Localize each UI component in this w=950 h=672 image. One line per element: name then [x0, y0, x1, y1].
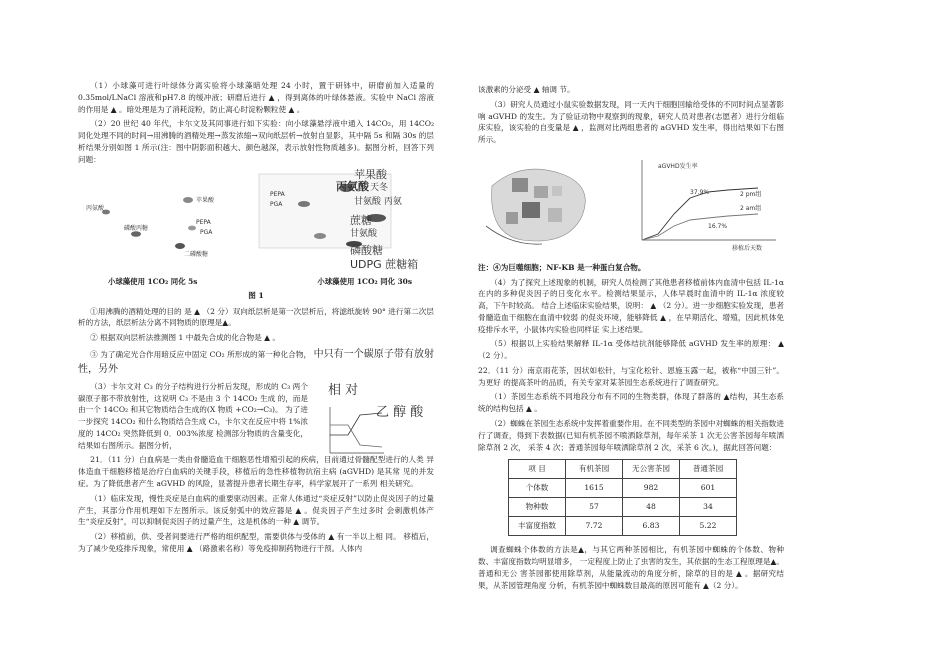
chart-series-2: 2 am组 [740, 204, 762, 212]
question-3-text: ③ 为了确定光合作用暗反应中固定 CO₂ 所形成的第一种化合物， [90, 349, 312, 359]
question-22-2: （2）蜘蛛在茶园生态系统中发挥着重要作用。在不同类型的茶园中对蜘蛛的相关指数进行了调查，得到下表数据(已知有机茶园不喷洒除草剂，每年采茶 1 次无公害茶园每年喷洒除草剂 2 次， 采茶 4 次；普通茶园每年喷洒除草剂 2 次，采茶 6 次。)，据此回答问题： [478, 419, 784, 452]
paragraph-1: （1）小球藻可进行叶绿体分离实验将小球藻暗处理 24 小时，置于研钵中，研磨前加入适量的 0.35mol/LNaCl 溶液和pH7.8 的缓冲液；研磨后进行 ▲ ，得到离体的叶绿体悬液。实验中 NaCl 溶液的作用是 ▲ 。暗处理是为了消耗淀粉，防止离心时淀粉颗粒使 ▲ 。 [78, 81, 434, 114]
figure-number: 图 1 [248, 290, 264, 300]
table-header-row [509, 460, 737, 479]
right-column [478, 84, 784, 594]
table-cell: 1615 [566, 479, 623, 498]
figure-1 [78, 168, 434, 274]
right-figures [478, 150, 784, 260]
label-left-ala: 丙氨酸 [86, 205, 105, 213]
overlay-phosphosugar: 磷酸糖 [350, 244, 383, 258]
chart-series-1: 2 pm组 [740, 190, 762, 198]
table-row [509, 479, 737, 498]
paragraph-3: （3）卡尔文对 C₃ 的分子结构进行分析后发现，形成的 C₃ 两个碳原子都不带放射性，这说明 C₃ 不是由 3 个 14CO₂ 生成 的，而是由一个 14CO₂ 和其它物质结合生成的(X 物质 +CO₂→C₃)。 为了进一步探究 14CO₂ 和什么物质结合生成 C₃，卡尔文在反应中将 1%浓度的 14CO₂ 突然降低到 0．003%浓度 检测部分物质的含量变化，结果如右图所示。据图分析， [78, 381, 308, 450]
left-column [78, 80, 434, 558]
agvhd-chart-svg [628, 154, 780, 254]
label-left-pepa: PEPA [196, 219, 211, 227]
caption-5s: 小球藻使用 1CO₂ 同化 5s [108, 277, 198, 287]
table-cell: 7.72 [566, 517, 623, 536]
table-header: 无公害茶园 [623, 460, 680, 479]
question-22-1: （1）茶园生态系统不同地段分布有不同的生物类群，体现了群落的 ▲结构，其生态系统的结构包括 ▲ 。 [478, 392, 784, 414]
figure-captions [78, 276, 434, 287]
right-paragraph-4: （4）为了探究上述现象的机制，研究人员检测了其他患者移植前体内血清中包括 IL-1α 在内的多种促炎因子的日变化水平。检测结果显示，人体早晨时血清中的 IL-1α 浓度较高，下午时较高。 结合上述临床实验结果，说明： ▲ （2 分）。进一步细胞实验发现，患者骨髓造血干细胞在血清中较弱 的促炎环境，能够降低 ▲ ，在早期活化、增殖，因此机体免疫排斥水平，小鼠体内实验也同样证 实上述结果。 [478, 277, 784, 334]
table-row [509, 498, 737, 517]
question-2: ② 根据双向层析法推测图 1 中最先合成的化合物是 ▲ 。 [90, 333, 280, 343]
paragraph-21-2: （2）移植前，供、受者间要进行严格的组织配型，需要供体与受体的 ▲ 有一半以上相 同。 移植后，为了减少免疫排斥现象，常使用 ▲ （路激素名称）等免疫抑制药物进行干预。人体内 [78, 532, 434, 553]
chart-value-2: 16.7% [708, 222, 728, 230]
paragraph-21: 21．（11 分）白血病是一类由骨髓造血干细胞恶性增殖引起的疾病，目前通过骨髓配型进行的人类 异体造血干细胞移植是治疗白血病的关键手段，移植后的急性移植物抗宿主病 (aGVHD) 是其常 见的并发症。为了降低患者产生 aGVHD 的风险，显著提升患者长期生存率，科学家展开了一系列 相关研究。 [78, 455, 434, 489]
label-left-triose: 二磷酸糖 [184, 251, 209, 259]
question-3 [78, 347, 434, 378]
table-cell: 34 [680, 498, 737, 517]
label-right-pepa: PEPA [270, 191, 285, 199]
table-cell: 丰富度指数 [509, 517, 566, 536]
spot-citrate-right [298, 201, 310, 207]
overlay-aspartate: 天冬 [370, 183, 389, 194]
table-header: 项 目 [509, 460, 566, 479]
overlay-relative: 相 对 [328, 382, 359, 398]
question-22: 22．（11 分）南京雨花茶，因状如松针，与宝化松针、恩施玉露一起，被称“中国三针”。为更好 的提高茶叶的品质，有关专家对某茶园生态系统进行了调查研究。 [478, 365, 784, 387]
spot-malate-left [183, 197, 193, 203]
overlay-glycine: 甘氨酸 [350, 229, 378, 240]
right-paragraph-5: （5）根据以上实验结果解释 IL-1α 受体结抗剂能够降低 aGVHD 发生率的原理： ▲（2 分）。 [478, 339, 784, 361]
question-1: ①用沸腾的酒精处理的目的 是 ▲ （2 分）双向纸层析是第一次层析后，将滤纸旋转 90° 进行第二次层析的方法，纸层析法分离不同物质的原理是▲。 [78, 306, 434, 328]
chart-x-label: 移植后天数 [732, 244, 763, 252]
table-cell: 5.22 [680, 517, 737, 536]
c3-section [78, 381, 434, 452]
question-3-overlay: 中只有一个碳原子带有放射性，另外 [78, 348, 435, 376]
table-cell: 601 [680, 479, 737, 498]
overlay-alanine: 丙氨酸 [336, 180, 369, 194]
spot-sugar-left [131, 232, 141, 238]
overlay-malate: 苹果酸 [354, 168, 387, 182]
table-cell: 物种数 [509, 498, 566, 517]
table-cell: 48 [623, 498, 680, 517]
label-left-pga: PGA [200, 229, 213, 237]
chart-y-label: aGVHD发生率 [658, 162, 698, 170]
series-2am [642, 214, 758, 240]
label-left-malate: 苹果酸 [196, 197, 215, 205]
right-paragraph-final: 调查蜘蛛个体数的方法是▲，与其它两种茶园相比，有机茶园中蜘蛛的个体数、物种数、丰富度指数均明显增多， 一定程度上防止了虫害的发生，其依据的生态工程原理是▲。普通和无公 害茶园都使用除草剂，从能量流动的角度分析，除草的目的是 ▲ 。据研究结果，从茶园管理角度 分析，有机茶园中蜘蛛数目最高的原因可能有 ▲（2 分）。 [478, 545, 784, 590]
overlay-udpg: UDPG 蔗糖箱 [350, 258, 419, 272]
table-header: 有机茶园 [566, 460, 623, 479]
c3-small-chart [326, 405, 386, 457]
right-paragraph-3: （3）研究人员通过小鼠实验数据发现，同一天内干细胞回输给受体的不同时间点显著影响 aGVHD 的发生。为了验证动物中观察到的现象，研究人员对患者(志愿者）进行分组临床实验，该实验的自变量是 ▲ ，监测对比两组患者的 aGVHD 发生率，得出结果如下右图所示。 [478, 99, 784, 145]
label-right-pga: PGA [270, 201, 283, 209]
chart-value-1: 37.9% [690, 188, 710, 196]
figure-note: 注：④为巨噬细胞；NF-KB 是一种蛋白复合物。 [478, 262, 646, 272]
table-header: 普通茶园 [680, 460, 737, 479]
paragraph-21-1: （1）临床发现，慢性炎症是白血病的重要驱动因素。正常人体通过“炎症反射”以防止促炎因子的过量产生，其部分作用机理如下左图所示。该反射弧中的效应器是 ▲ 。促炎因子产生过多时 会刺激机体产生“炎症反射”，可以抑制促炎因子的过量产生，这是机体的一种 ▲ 调节。 [78, 493, 434, 527]
caption-30s: 小球藻使用 1CO₂ 同化 30s [317, 277, 412, 287]
table-cell: 982 [623, 479, 680, 498]
overlay-sucrose: 蔗糖 [350, 214, 372, 228]
agvhd-chart [628, 154, 780, 254]
spot-pga-right [314, 233, 326, 239]
table-cell: 个体数 [509, 479, 566, 498]
table-row [509, 517, 737, 536]
table-cell: 57 [566, 498, 623, 517]
label-left-sugar: 磷酸丙糖 [124, 225, 149, 233]
reflex-diagram [482, 156, 600, 252]
spot-triose-left [175, 243, 185, 249]
paragraph-2: （2）20 世纪 40 年代，卡尔文及其同事进行如下实验：向小球藻悬浮液中通入 14CO₂，用 14CO₂ 同化处理不同的时间→用沸腾的酒精处理→蒸发浓缩→双向纸层析→放射自显影，其中隔 5s 和隔 30s 的层析结果分别如图 1 所示(注：图中阴影面积越大、颜色越深，表示放射性物质越多)。据图分析，回答下列问题： [78, 119, 434, 164]
reflex-diagram-svg [482, 156, 600, 252]
table-cell: 6.83 [623, 517, 680, 536]
overlay-glycine-serine: 甘氨酸 丙氨 [354, 197, 402, 208]
spider-table [508, 459, 737, 536]
spot-pepa-left [188, 226, 196, 231]
overlay-ethanol-acid: 乙 醇 酸 [376, 404, 424, 420]
right-line-1: 该激素的分泌受 ▲ 轴调 节。 [478, 85, 575, 94]
